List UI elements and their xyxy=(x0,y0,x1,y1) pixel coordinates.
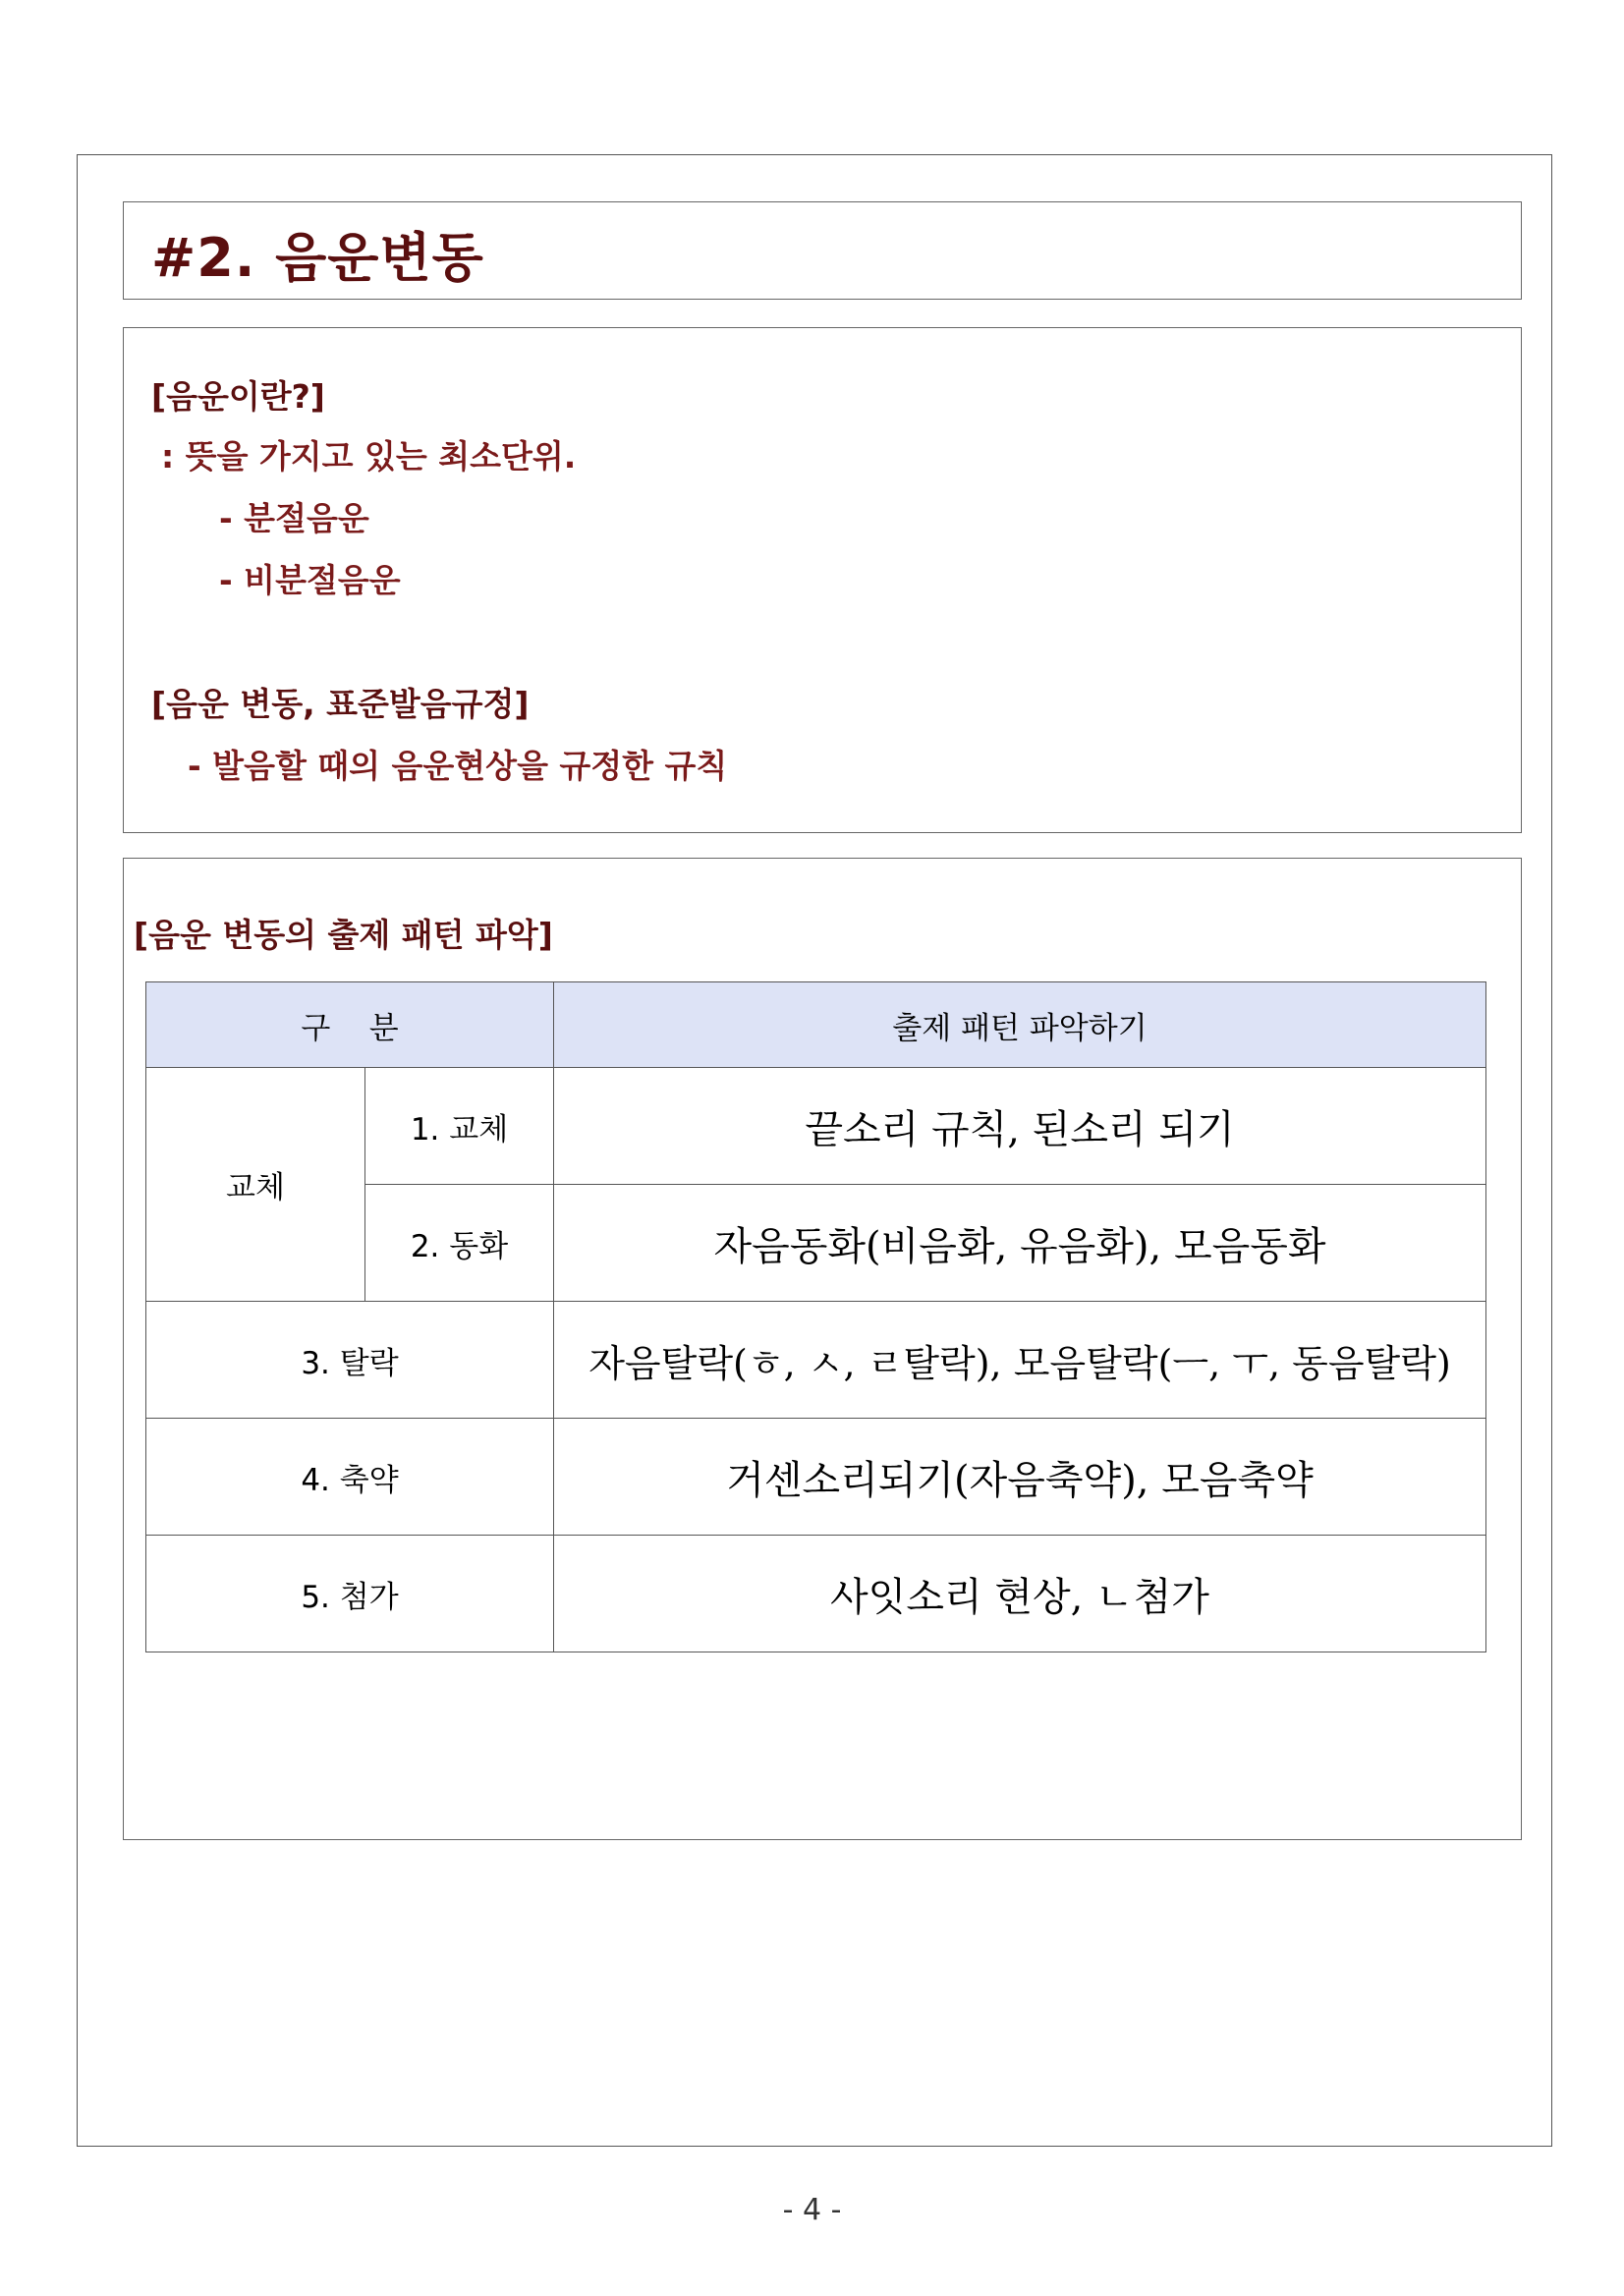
row-label: 4. 축약 xyxy=(146,1419,554,1536)
table-header-row xyxy=(146,982,1486,1068)
row-content: 사잇소리 현상, ㄴ첨가 xyxy=(554,1536,1486,1652)
pattern-table xyxy=(145,981,1486,1652)
page-number: - 4 - xyxy=(782,2193,842,2227)
page-title: #2. 음운변동 xyxy=(151,227,484,289)
row-content: 자음탈락(ㅎ, ㅅ, ㄹ탈락), 모음탈락(ㅡ, ㅜ, 동음탈락) xyxy=(554,1302,1486,1419)
row-content: 끝소리 규칙, 된소리 되기 xyxy=(554,1068,1486,1185)
table-row xyxy=(146,1302,1486,1419)
row-content: 거센소리되기(자음축약), 모음축약 xyxy=(554,1419,1486,1536)
title-box xyxy=(123,201,1522,300)
row-label: 1. 교체 xyxy=(365,1068,554,1185)
table-row xyxy=(146,1536,1486,1652)
rule-text: - 발음할 때의 음운현상을 규정한 규칙 xyxy=(188,747,728,785)
row-content: 자음동화(비음화, 유음화), 모음동화 xyxy=(554,1185,1486,1302)
row-label: 5. 첨가 xyxy=(146,1536,554,1652)
definition-box xyxy=(123,327,1522,833)
table-row xyxy=(146,1068,1486,1185)
definition-item: - 분절음운 xyxy=(219,499,369,537)
definition-meaning: : 뜻을 가지고 있는 최소단위. xyxy=(161,437,577,476)
pattern-box xyxy=(123,858,1522,1840)
header-category: 구 분 xyxy=(146,982,554,1068)
definition-item: - 비분절음운 xyxy=(219,561,401,599)
pattern-heading: [음운 변동의 출제 패턴 파악] xyxy=(134,916,553,954)
group-label: 교체 xyxy=(146,1068,365,1302)
definition-heading: [음운이란?] xyxy=(151,377,325,416)
header-pattern: 출제 패턴 파악하기 xyxy=(554,982,1486,1068)
row-label: 2. 동화 xyxy=(365,1185,554,1302)
row-label: 3. 탈락 xyxy=(146,1302,554,1419)
rule-heading: [음운 변동, 표준발음규정] xyxy=(151,685,530,723)
table-row xyxy=(146,1419,1486,1536)
